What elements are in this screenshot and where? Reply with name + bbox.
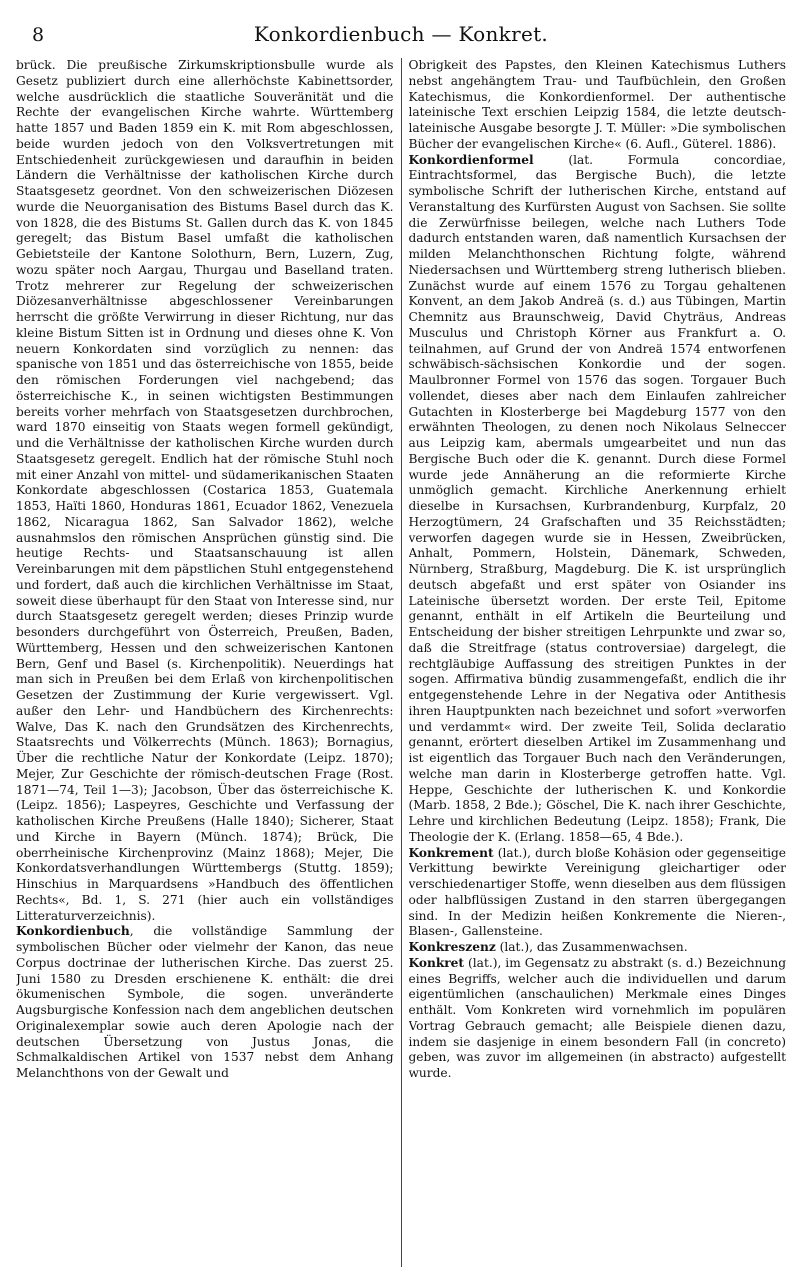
entry-term: Konkret: [408, 955, 465, 970]
page-number: 8: [32, 24, 45, 46]
entry-term: Konkrement: [408, 845, 494, 860]
entry-text: , die vollständige Sammlung der symbolischen Bücher oder vielmehr der Kanon, das neue Corpus doctrinae der lutherischen Kirche. Das zuerst 25. Juni 1580 zu Dresden erschienene K. enthält: die drei ökumenischen Symbole, die sogen. unveränderte Augsburgische Konfession nach dem angeblichen deutschen Originalexemplar sowie auch deren Apologie nach der deutschen Übersetzung von Justus Jonas, die Schmalkaldischen Artikel von 1537 nebst dem Anhang Melanchthons von der Gewalt und: [16, 924, 394, 1080]
entry-konkrement: [409, 846, 787, 941]
entry-text: (lat.), das Zusammenwachsen.: [495, 940, 688, 954]
entry-text: (lat. Formula concordiae, Eintrachtsformel, das Bergische Buch), die letzte symbolische Schrift der lutherischen Kirche, entstand auf Veranstaltung des Kurfürsten August von Sachsen. Sie sollte die Zerwürfnisse beilegen, welche nach Luthers Tode dadurch entstanden waren, daß namentlich Kursachsen der milden Melanchthonschen Richtung folgte, während Niedersachsen und Württemberg streng lutherisch blieben. Zunächst wurde auf einem 1576 zu Torgau gehaltenen Konvent, an dem Jakob Andreä (s. d.) aus Tübingen, Martin Chemnitz aus Braunschweig, David Chyträus, Andreas Musculus und Christoph Körner aus Frankfurt a. O. teilnahmen, auf Grund der von Andreä 1574 entworfenen schwäbisch-sächsischen Konkordie und der sogen. Maulbronner Formel von 1576 das sogen. Torgauer Buch vollendet, dieses aber nach dem Einlaufen zahlreicher Gutachten in Klosterberge bei Magdeburg 1577 von den erwähnten Theologen, zu denen noch Nikolaus Selneccer aus Leipzig kam, abermals umgearbeitet und nun das Bergische Buch oder die K. genannt. Durch diese Formel wurde jede Annäherung an die reformierte Kirche unmöglich gemacht. Kirchliche Anerkennung erhielt dieselbe in Kursachsen, Kurbrandenburg, Kurpfalz, 20 Herzogtümern, 24 Grafschaften und 35 Reichsstädten; verworfen dagegen wurde sie in Hessen, Zweibrücken, Anhalt, Pommern, Holstein, Dänemark, Schweden, Nürnberg, Straßburg, Magdeburg. Die K. ist ursprünglich deutsch abgefaßt und erst später von Osiander ins Lateinische übersetzt worden. Der erste Teil, Epitome genannt, enthält in elf Artikeln die Beurteilung und Entscheidung der bisher streitigen Lehrpunkte und zwar so, daß die Streitfrage (status controversiae) dargelegt, die rechtgläubige Auffassung des streitigen Punktes in der sogen. Affirmativa bündig zusammengefaßt, endlich die ihr entgegenstehende Lehre in der Negativa oder Antithesis ihren Hauptpunkten nach bezeichnet und sofort »verworfen und verdammt« wird. Der zweite Teil, Solida declaratio genannt, erörtert dieselben Artikel im Zusammenhang und ist eigentlich das Torgauer Buch nach den Veränderungen, welche man darin in Klosterberge getroffen hatte. Vgl. Heppe, Geschichte der lutherischen K. und Konkordie (Marb. 1858, 2 Bde.); Göschel, Die K. nach ihrer Geschichte, Lehre und kirchlichen Bedeutung (Leipz. 1858); Frank, Die Theologie der K. (Erlang. 1858—65, 4 Bde.).: [408, 152, 787, 844]
entry-text: brück. Die preußische Zirkumskriptionsbulle wurde als Gesetz publiziert durch eine allerhöchste Kabinettsorder, welche ausdrücklich die staatliche Souveränität und die Rechte der evangelischen Kirche wahrte. Württemberg hatte 1857 und Baden 1859 ein K. mit Rom abgeschlossen, beide wurden jedoch von den Volksvertretungen mit Entschiedenheit zurückgewiesen und daraufhin in beiden Ländern die Verhältnisse der katholischen Kirche durch Staatsgesetz geordnet. Von den schweizerischen Diözesen wurde die Neuorganisation des Bistums Basel durch das K. von 1828, die des Bistums St. Gallen durch das K. von 1845 geregelt; das Bistum Basel umfaßt die katholischen Gebietsteile der Kantone Solothurn, Bern, Luzern, Zug, wozu später noch Aargau, Thurgau und Baselland traten. Trotz mehrerer zur Regelung der schweizerischen Diözesanverhältnisse abgeschlossener Vereinbarungen herrscht die größte Verwirrung in dieser Richtung, nur das kleine Bistum Sitten ist in Ordnung und dieses ohne K. Von neuern Konkordaten sind vorzüglich zu nennen: das spanische von 1851 und das österreichische von 1855, beide den römischen Forderungen viel nachgebend; das österreichische K., in seinen wichtigsten Bestimmungen bereits vorher mehrfach von Staatsgesetzen durchbrochen, ward 1870 einseitig von Staats wegen formell gekündigt, und die Verhältnisse der katholischen Kirche wurden durch Staatsgesetz geregelt. Endlich hat der römische Stuhl noch mit einer Anzahl von mittel- und südamerikanischen Staaten Konkordate abgeschlossen (Costarica 1853, Guatemala 1853, Haïti 1860, Honduras 1861, Ecuador 1862, Venezuela 1862, Nicaragua 1862, San Salvador 1862), welche ausnahmslos den römischen Ansprüchen günstig sind. Die heutige Rechts- und Staatsanschauung ist allen Vereinbarungen mit dem päpstlichen Stuhl entgegenstehend und fordert, daß auch die kirchlichen Verhältnisse im Staat, soweit diese überhaupt für den Staat von Interesse sind, nur durch Staatsgesetz geregelt werden; dieses Prinzip wurde besonders durchgeführt von Österreich, Preußen, Baden, Württemberg, Hessen und den schweizerischen Kantonen Bern, Genf und Basel (s. Kirchenpolitik). Neuerdings hat man sich in Preußen bei dem Erlaß von kirchenpolitischen Gesetzen der Zustimmung der Kurie vergewissert. Vgl. außer den Lehr- und Handbüchern des Kirchenrechts: Walve, Das K. nach den Grundsätzen des Kirchenrechts, Staatsrechts und Völkerrechts (Münch. 1863); Bornagius, Über die rechtliche Natur der Konkordate (Leipz. 1870); Mejer, Zur Geschichte der römisch-deutschen Frage (Rost. 1871—74, Teil 1—3); Jacobson, Über das österreichische K. (Leipz. 1856); Laspeyres, Geschichte und Verfassung der katholischen Kirche Preußens (Halle 1840); Sicherer, Staat und Kirche in Bayern (Münch. 1874); Brück, Die oberrheinische Kirchenprovinz (Mainz 1868); Mejer, Die Konkordatsverhandlungen Württembergs (Stuttg. 1859); Hinschius in Marquardsens »Handbuch des öffentlichen Rechts«, Bd. 1, S. 271 (hier auch ein vollständiges Litteraturverzeichnis).: [16, 58, 394, 923]
right-column: [409, 58, 787, 1267]
entry-term: Konkreszenz: [408, 940, 496, 954]
running-title: Konkordienbuch — Konkret.: [253, 22, 549, 46]
entry-text: (lat.), durch bloße Kohäsion oder gegenseitige Verkittung bewirkte Vereinigung gleichartiger oder verschiedenartiger Stoffe, wenn dieselben aus dem flüssigen oder halbflüssigen Zustand in den starren übergegangen sind. In der Medizin heißen Konkremente die Nieren-, Blasen-, Gallensteine.: [408, 845, 787, 939]
column-divider: [401, 58, 402, 1267]
entry-term: Konkordienbuch: [16, 924, 130, 939]
entry-konkordienbuch: [16, 924, 394, 1082]
entry-konkret: [409, 956, 787, 1082]
entry-konkordienformel: [409, 153, 787, 846]
entry-text: Obrigkeit des Papstes, den Kleinen Katechismus Luthers nebst angehängtem Trau- und Taufbüchlein, den Großen Katechismus, die Konkordienformel. Der authentische lateinische Text erschien Leipzig 1584, die letzte deutsch-lateinische Ausgabe besorgte J. T. Müller: »Die symbolischen Bücher der evangelischen Kirche« (6. Aufl., Güterel. 1886).: [408, 58, 787, 151]
entry-konkreszenz: [409, 940, 787, 956]
text-columns: [16, 58, 786, 1267]
page-header: [16, 12, 786, 52]
entry-paragraph: [16, 58, 394, 924]
entry-text: (lat.), im Gegensatz zu abstrakt (s. d.) Bezeichnung eines Begriffs, welcher auch die individuellen und darum eigentümlichen (anschaulichen) Merkmale eines Dinges enthält. Vom Konkreten wird vornehmlich im populären Vortrag Gebrauch gemacht; alle Beispiele dienen dazu, indem sie dasjenige in einem besondern Fall (in concreto) geben, was zuvor im allgemeinen (in abstracto) aufgestellt wurde.: [408, 955, 787, 1080]
entry-paragraph: [409, 58, 787, 153]
left-column: [16, 58, 394, 1267]
entry-term: Konkordienformel: [408, 152, 534, 167]
